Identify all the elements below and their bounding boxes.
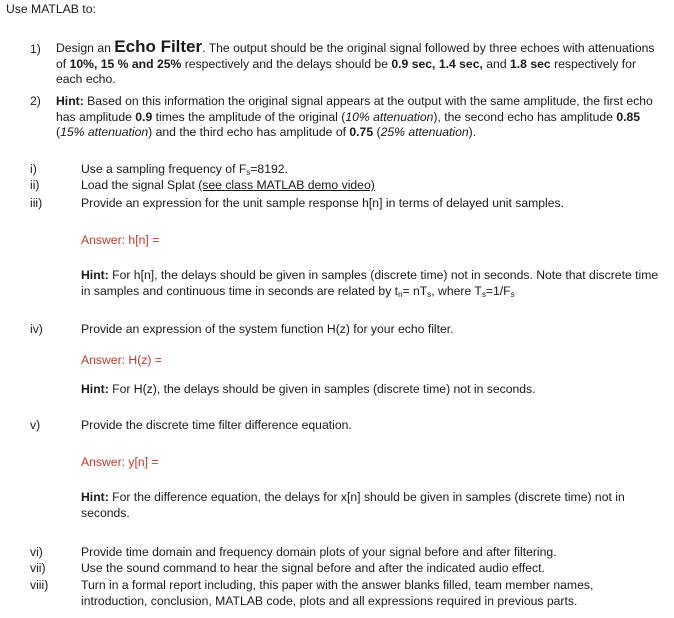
item-i-pre: Use a sampling frequency of F [81, 162, 247, 176]
item-iii-hint [81, 268, 661, 299]
item-iv-number: iv) [30, 322, 43, 336]
q1-s4: respectively for each echo. [56, 56, 637, 87]
answer-hz[interactable]: Answer: H(z) = [81, 353, 162, 367]
q1-number: 1) [30, 42, 41, 56]
item-iii-number: iii) [30, 196, 43, 210]
q1-delays: 0.9 sec, 1.4 sec, [391, 56, 483, 71]
q2-s7: ). [468, 125, 477, 140]
item-iii-text: Provide an expression for the unit sample response h[n] in terms of delayed unit samples. [81, 196, 565, 210]
q2-att2: 15% attenuation [60, 125, 149, 140]
q2-att3: 25% attenuation [380, 125, 469, 140]
item-ii-number: ii) [30, 178, 40, 192]
q1-text [56, 39, 656, 88]
q2-s6: ( [376, 125, 381, 140]
item-iii-hint-b: = nT [402, 283, 428, 298]
q2-number: 2) [30, 94, 41, 108]
item-iv-text: Provide an expression of the system function H(z) for your echo filter. [81, 322, 454, 336]
q2-amp3: 0.75 [349, 125, 374, 140]
item-i-post: =8192. [250, 162, 288, 176]
item-iv-hint-label: Hint: [81, 382, 109, 396]
item-iii-hint-c: , where T [431, 283, 482, 298]
answer-yn[interactable]: Answer: y[n] = [81, 455, 159, 469]
item-ii-pre: Load the signal Splat [81, 178, 195, 192]
item-i-text [81, 162, 661, 178]
q1-echo-filter: Echo Filter [114, 37, 203, 56]
item-vi-number: vi) [30, 545, 43, 559]
item-iii-hint-sub4: s [510, 289, 515, 299]
q2-s5: ) and the third echo has amplitude of [148, 125, 346, 140]
item-v-number: v) [30, 418, 41, 432]
item-iii-hint-a: For h[n], the delays should be given in samples (discrete time) not in seconds. Note that discrete time in samples and continuous time in seconds are related by t [81, 268, 659, 298]
item-vii-number: vii) [30, 561, 46, 575]
item-ii-text [81, 178, 661, 194]
item-iv-hint [81, 382, 661, 398]
document-title: Use MATLAB to: [6, 2, 96, 16]
item-v-hint-text: For the difference equation, the delays for x[n] should be given in samples (discrete time) not in seconds. [81, 490, 625, 520]
q1-delay3: 1.8 sec [510, 56, 551, 71]
q2-att1: 10% attenuation [345, 109, 434, 124]
item-v-text: Provide the discrete time filter difference equation. [81, 418, 352, 432]
item-i-sub: s [246, 168, 251, 177]
item-viii-text: Turn in a formal report including, this paper with the answer blanks filled, team member names, introduction, conclusion, MATLAB code, plots and all expressions required in previous parts. [81, 578, 594, 608]
item-iii-hint-sub1: n [398, 289, 403, 299]
q2-amp2: 0.85 [616, 109, 641, 124]
item-viii-number: viii) [30, 578, 49, 592]
demo-video-link[interactable]: (see class MATLAB demo video) [198, 178, 375, 192]
q1-s3: and [486, 56, 507, 71]
item-v-hint-label: Hint: [81, 490, 109, 504]
q2-hint-label: Hint: [56, 94, 84, 108]
q2-s4: ( [56, 125, 61, 140]
item-iii-hint-label: Hint: [81, 268, 109, 282]
item-v-hint [81, 490, 661, 521]
item-vi-text: Provide time domain and frequency domain plots of your signal before and after filtering. [81, 545, 557, 559]
q1-s1: . The output should be the original signal followed by three echoes with attenuations of [56, 41, 655, 71]
q2-s2: times the amplitude of the original ( [155, 109, 346, 124]
q1-pre: Design an [56, 41, 111, 55]
q2-s3: ), the second echo has amplitude [433, 109, 613, 124]
item-iii-hint-d: =1/F [485, 283, 511, 298]
item-iv-hint-text: For H(z), the delays should be given in samples (discrete time) not in seconds. [112, 382, 536, 396]
answer-hn[interactable]: Answer: h[n] = [81, 233, 160, 247]
item-vii-text: Use the sound command to hear the signal before and after the indicated audio effect. [81, 561, 545, 575]
q2-s1: Based on this information the original signal appears at the output with the same amplitude, the first echo has amplitude [56, 94, 653, 124]
q2-text [56, 94, 656, 141]
q2-amp1: 0.9 [135, 109, 153, 124]
item-iii-hint-sub3: s [481, 289, 486, 299]
item-iii-hint-sub2: s [427, 289, 432, 299]
q1-s2: respectively and the delays should be [184, 56, 388, 71]
item-i-number: i) [30, 162, 37, 176]
q1-attenuations: 10%, 15 % and 25% [69, 56, 182, 71]
